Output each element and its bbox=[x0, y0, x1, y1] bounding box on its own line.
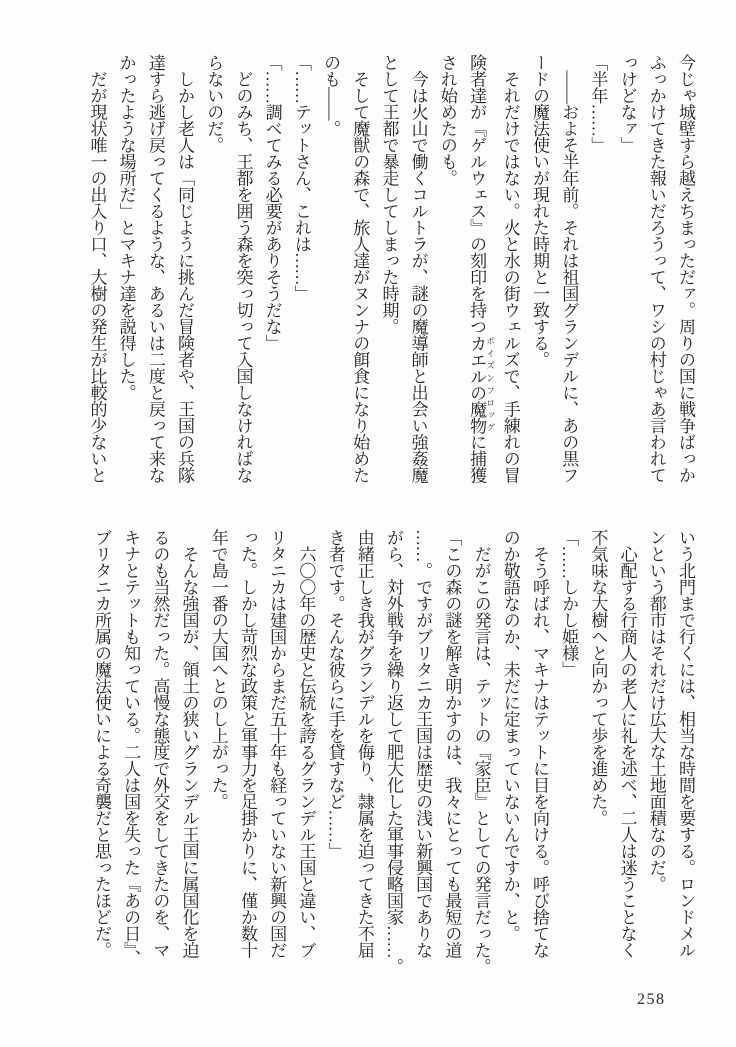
text-line: 「半年……」 bbox=[588, 54, 608, 153]
text-line: らないのだ。 bbox=[204, 54, 224, 153]
text-line: がら、対外戦争を繰り返して肥大化した軍事侵略国家……。 bbox=[383, 529, 403, 975]
text-line: 「この森の謎を解き明かすのは、我々にとっても最短の道 bbox=[442, 529, 462, 958]
bottom-text-block bbox=[87, 529, 700, 981]
text-line: いう北門まで行くには、相当な時間を要する。ロンドメル bbox=[676, 529, 695, 958]
text-line: しかし老人は「同じように挑んだ冒険者や、王国の兵隊 bbox=[175, 54, 195, 483]
text-line: 今は火山で働くコルトラが、謎の魔導師と出会い強姦魔 bbox=[408, 54, 428, 483]
text-line: だが現状唯一の出入り口、大樹の発生が比較的少ないと bbox=[87, 54, 107, 483]
top-text-block bbox=[82, 54, 700, 506]
text-line: ブリタニカ所属の魔法使いによる奇襲だと思ったほどだ。 bbox=[91, 529, 111, 958]
text-line: ――およそ半年前。それは祖国グランデルに、あの黒フ bbox=[559, 54, 579, 483]
text-line: だがこの発言は、テットの『家臣』としての発言だった。 bbox=[471, 529, 491, 975]
text-line: ふっかけてきた報いだろうって、ワシの村じゃあ言われて bbox=[646, 54, 666, 483]
text-line: 六〇〇年の歴史と伝統を誇るグランデル王国と違い、ブ bbox=[296, 529, 316, 958]
text-line: 険者達が『ゲルウェス』の刻印を持つカエルの魔物 ポイズンフロッグに捕獲 bbox=[467, 54, 496, 483]
text-line: のも――。 bbox=[321, 54, 341, 137]
text-line: った。しかし苛烈な政策と軍事力を足掛かりに、僅か数十 bbox=[237, 529, 257, 958]
text-line: のか敬語なのか、未だに定まっていないんですか、と。 bbox=[500, 529, 520, 942]
text-line: 「……調べてみる必要がありそうだな」 bbox=[262, 54, 282, 351]
text-line: 「……しかし姫様」 bbox=[559, 529, 579, 678]
text-line: ……。ですがブリタニカ王国は歴史の浅い新興国でありな bbox=[413, 529, 433, 958]
text-line: そして魔獣の森で、旅人達がヌンナの餌食になり始めた bbox=[350, 54, 370, 483]
text-line: 由緒正しき我がグランデルを侮り、隷属を迫ってきた不届 bbox=[354, 529, 374, 958]
text-line: 年で島一番の大国へとのし上がった。 bbox=[208, 529, 228, 810]
text-line: ードの魔法使いが現れた時期と一致する。 bbox=[529, 54, 549, 368]
text-line: き者です。そんな彼らに手を貸すなど……」 bbox=[325, 529, 345, 859]
text-line: っけどなァ」 bbox=[617, 54, 637, 153]
text-line: として王都で暴走してしまった時期。 bbox=[379, 54, 399, 335]
text-line: どのみち、王都を囲う森を突っ切って入国しなければな bbox=[233, 54, 253, 483]
text-line: キナとテットも知っている。二人は国を失った『あの日』、 bbox=[121, 529, 141, 966]
text-line: 達すら逃げ戻ってくるような、あるいは二度と戻って来な bbox=[145, 54, 165, 483]
text-line: 心配する行商人の老人に礼を述べ、二人は迷うことなく bbox=[617, 529, 637, 958]
text-line: 「……テットさん、これは……」 bbox=[291, 54, 311, 302]
text-line: 不気味な大樹へと向かって歩を進めた。 bbox=[588, 529, 608, 826]
text-line: そう呼ばれ、マキナはテットに目を向ける。呼び捨てな bbox=[529, 529, 549, 958]
text-line: リタニカは建国からまだ五十年も経っていない新興の国だ bbox=[267, 529, 287, 958]
text-line: そんな強国が、領土の狭いグランデル王国に属国化を迫 bbox=[179, 529, 199, 958]
text-line: るのも当然だった。高慢な態度で外交をしてきたのを、マ bbox=[150, 529, 170, 958]
text-line: それだけではない。火と水の街ウェルズで、手練れの冒 bbox=[500, 54, 520, 483]
text-line: 今じゃ城壁すら越えちまっただァ。周りの国に戦争ばっか bbox=[676, 54, 695, 483]
text-line: され始めたのも。 bbox=[437, 54, 457, 186]
text-line: ンという都市はそれだけ広大な土地面積なのだ。 bbox=[646, 529, 666, 892]
ruby-annotation: カエルの魔物 ポイズンフロッグ bbox=[467, 334, 496, 434]
page-number: 258 bbox=[637, 991, 666, 1008]
text-line: かったような場所だ」とマキナ達を説得した。 bbox=[116, 54, 136, 401]
